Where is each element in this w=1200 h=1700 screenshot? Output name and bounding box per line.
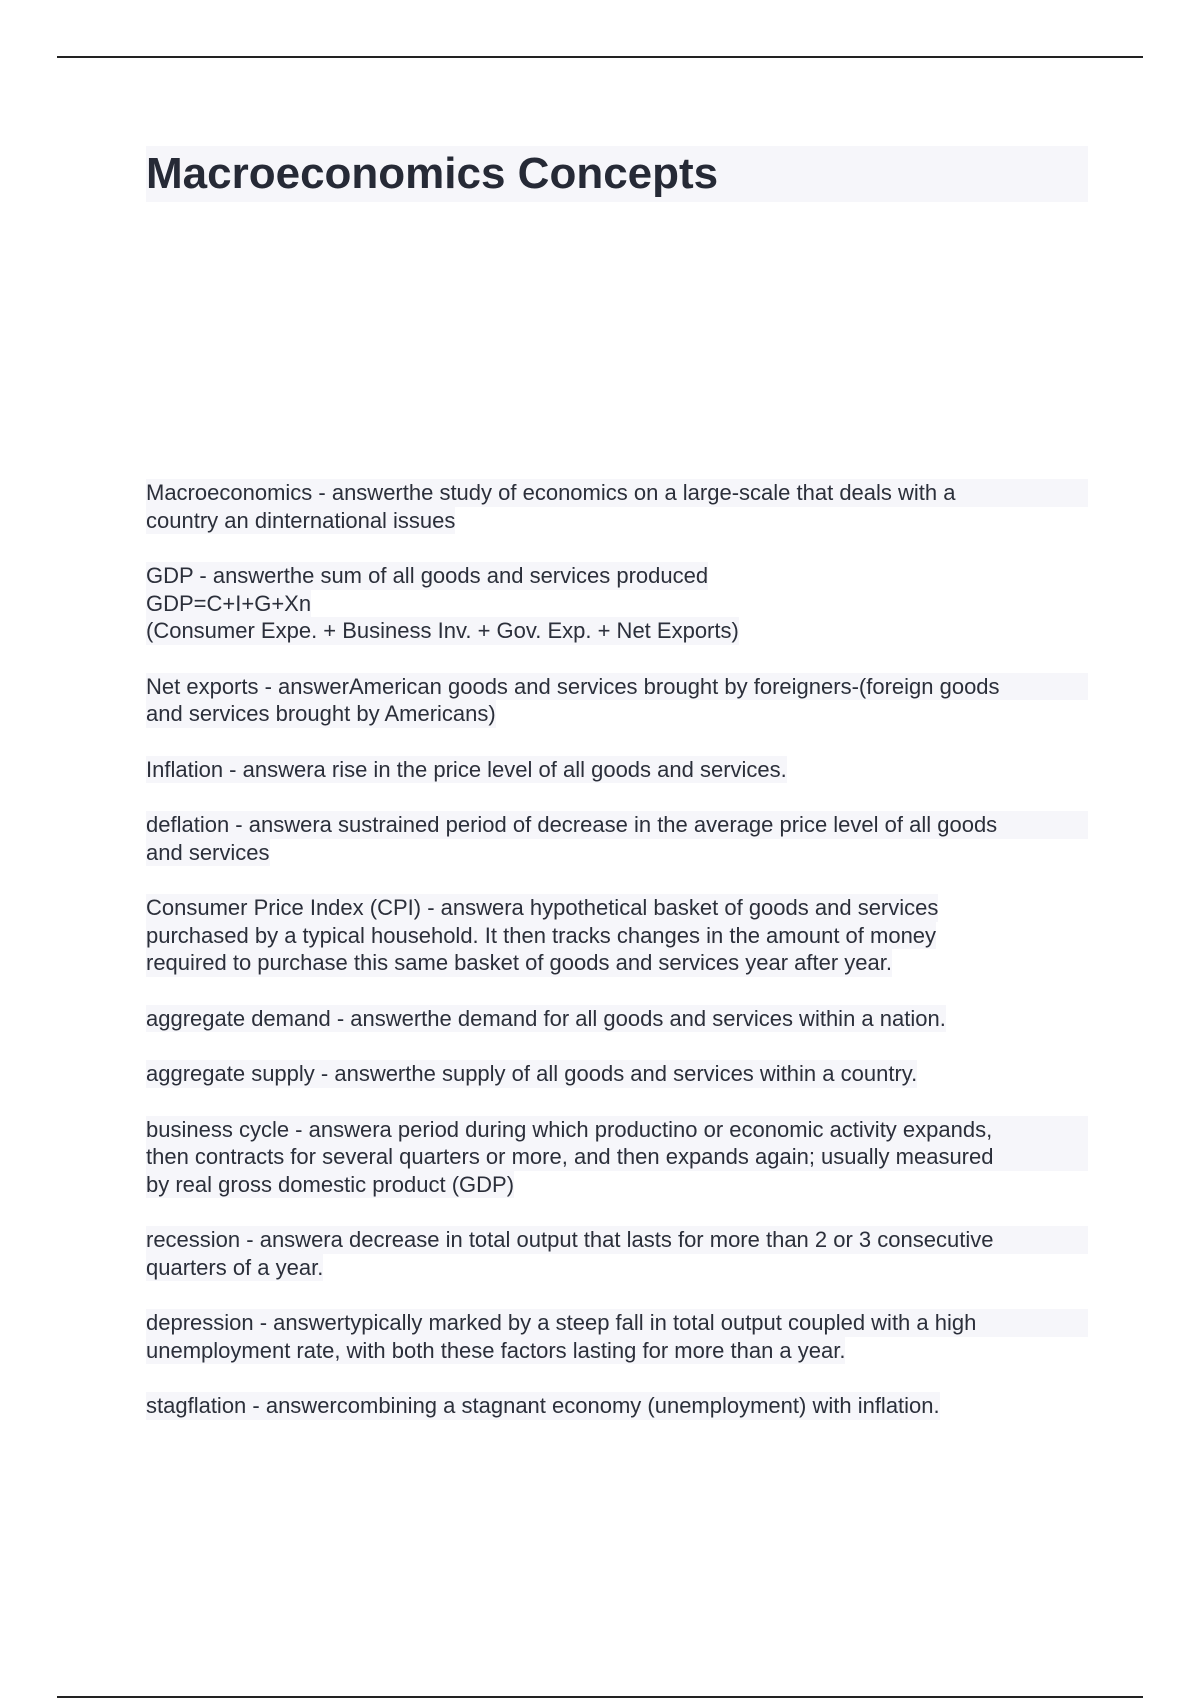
term-line: Net exports - answerAmerican goods and services brought by foreigners-(foreign goods <box>146 673 1088 701</box>
term-line: quarters of a year. <box>146 1254 324 1280</box>
term-line: unemployment rate, with both these factors lasting for more than a year. <box>146 1337 846 1363</box>
term-line: required to purchase this same basket of goods and services year after year. <box>146 950 892 975</box>
term-recession <box>146 1226 1088 1281</box>
term-line: GDP=C+I+G+Xn <box>146 590 312 616</box>
page-title: Macroeconomics Concepts <box>146 146 1088 202</box>
term-net-exports <box>146 673 1088 728</box>
term-stagflation <box>146 1392 1088 1420</box>
term-line: country an dinternational issues <box>146 507 456 533</box>
term-line: Consumer Price Index (CPI) - answera hypothetical basket of goods and services <box>146 895 939 920</box>
term-line: aggregate supply - answerthe supply of all goods and services within a country. <box>146 1061 918 1086</box>
term-macroeconomics <box>146 479 1088 534</box>
term-line: by real gross domestic product (GDP) <box>146 1171 515 1197</box>
term-aggregate-supply <box>146 1060 1088 1088</box>
term-aggregate-demand <box>146 1005 1088 1033</box>
term-line: stagflation - answercombining a stagnant economy (unemployment) with inflation. <box>146 1393 940 1418</box>
term-line: business cycle - answera period during which productino or economic activity expands, <box>146 1116 1088 1144</box>
term-line: aggregate demand - answerthe demand for all goods and services within a nation. <box>146 1005 946 1031</box>
term-line: deflation - answera sustrained period of decrease in the average price level of all goods <box>146 811 1088 839</box>
term-deflation <box>146 811 1088 866</box>
term-gdp <box>146 562 1088 645</box>
term-line: GDP - answerthe sum of all goods and services produced <box>146 563 709 588</box>
term-line: and services brought by Americans) <box>146 701 496 726</box>
term-line: and services <box>146 839 270 865</box>
term-list <box>146 479 1088 1448</box>
term-line: (Consumer Expe. + Business Inv. + Gov. Exp. + Net Exports) <box>146 618 739 643</box>
term-line: depression - answertypically marked by a steep fall in total output coupled with a high <box>146 1309 1088 1337</box>
term-inflation <box>146 756 1088 784</box>
term-line: Macroeconomics - answerthe study of economics on a large-scale that deals with a <box>146 479 1088 507</box>
term-line: Inflation - answera rise in the price level of all goods and services. <box>146 756 787 782</box>
term-line: then contracts for several quarters or more, and then expands again; usually measured <box>146 1143 1088 1171</box>
bottom-rule <box>57 1696 1143 1698</box>
top-rule <box>57 56 1143 58</box>
term-business-cycle <box>146 1116 1088 1199</box>
term-cpi <box>146 894 1088 977</box>
term-depression <box>146 1309 1088 1364</box>
term-line: recession - answera decrease in total output that lasts for more than 2 or 3 consecutive <box>146 1226 1088 1254</box>
term-line: purchased by a typical household. It then tracks changes in the amount of money <box>146 922 937 948</box>
